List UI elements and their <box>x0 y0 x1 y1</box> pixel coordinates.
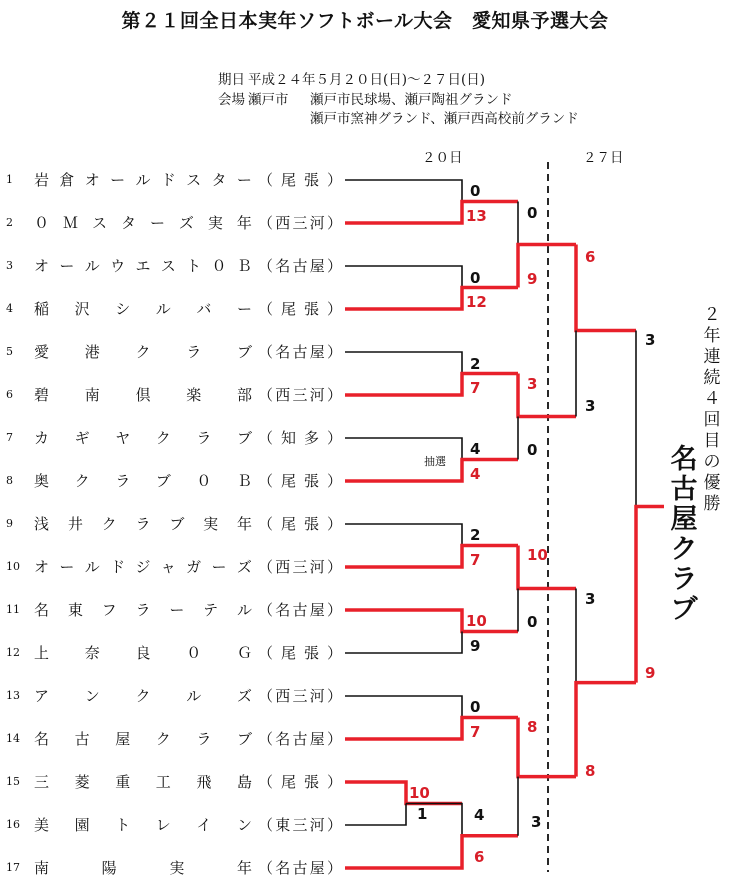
score-label: 2 <box>470 355 481 373</box>
team-number: 10 <box>6 560 20 573</box>
team-name: オ ー ル ド ジ ャ ガ ー ズ <box>34 558 252 576</box>
team-number: 11 <box>6 603 20 616</box>
score-label: 9 <box>527 270 538 288</box>
score-label: 6 <box>474 848 485 866</box>
bracket-line <box>345 180 462 202</box>
team-name: 美 園 ト レ イ ン <box>34 816 252 834</box>
score-label: 10 <box>466 612 487 630</box>
venue-line2: 瀬戸市窯神グランド、瀬戸西高校前グランド <box>310 111 579 127</box>
team-region: （ 尾 張 ） <box>258 472 342 490</box>
team-name: カ ギ ヤ ク ラ ブ <box>34 429 252 447</box>
day1-header: ２０日 <box>422 150 463 166</box>
score-label: 0 <box>527 204 538 222</box>
bracket-line-winner <box>345 288 518 310</box>
team-number: 1 <box>6 173 13 186</box>
team-region: （ 尾 張 ） <box>258 515 342 533</box>
bracket-line <box>345 524 462 546</box>
team-name: 愛 港 ク ラ ブ <box>34 343 252 361</box>
team-name: 浅 井 ク ラ ブ 実 年 <box>34 515 252 533</box>
bracket-line <box>406 804 462 836</box>
score-label: 3 <box>527 375 538 393</box>
date-label: 期日 <box>218 72 245 88</box>
team-region: （ 西 三 河 ） <box>258 558 342 576</box>
score-label: 0 <box>470 182 481 200</box>
bracket-line <box>345 352 462 374</box>
team-name: 名 古 屋 ク ラ ブ <box>34 730 252 748</box>
team-name: ０ Ｍ ス タ ー ズ 実 年 <box>34 214 252 232</box>
team-number: 14 <box>6 732 20 745</box>
venue-label: 会場 <box>218 92 245 108</box>
score-label: 10 <box>527 546 548 564</box>
team-region: （ 西 三 河 ） <box>258 214 342 232</box>
score-label: 4 <box>474 806 485 824</box>
tournament-title: 第２１回全日本実年ソフトボール大会 愛知県予選大会 <box>121 10 609 32</box>
bracket-line-winner <box>345 782 462 804</box>
team-region: （ 尾 張 ） <box>258 773 342 791</box>
venue-city: 瀬戸市 <box>248 92 289 108</box>
team-name: 南 陽 実 年 <box>34 859 252 877</box>
score-label: 8 <box>527 718 538 736</box>
team-region: （ 尾 張 ） <box>258 300 342 318</box>
team-number: 15 <box>6 775 20 788</box>
team-number: 2 <box>6 216 13 229</box>
score-label: 3 <box>585 590 596 608</box>
bracket-line-winner <box>345 546 518 568</box>
bracket-line-winner <box>345 836 518 868</box>
team-name: ア ン ク ル ズ <box>34 687 252 705</box>
score-label: 0 <box>470 698 481 716</box>
score-label: 7 <box>470 379 481 397</box>
score-label: 4 <box>470 465 481 483</box>
team-region: （ 西 三 河 ） <box>258 687 342 705</box>
team-number: 12 <box>6 646 20 659</box>
bracket-line <box>345 696 462 718</box>
score-label: 9 <box>470 637 481 655</box>
team-number: 9 <box>6 517 13 530</box>
score-label: 8 <box>585 762 596 780</box>
bracket-line-winner <box>345 718 518 740</box>
team-number: 5 <box>6 345 13 358</box>
team-region: （ 名 古 屋 ） <box>258 601 342 619</box>
score-label: 12 <box>466 293 487 311</box>
score-label: 10 <box>409 784 430 802</box>
bracket-line <box>345 266 462 288</box>
bracket-line <box>345 632 462 654</box>
team-number: 7 <box>6 431 13 444</box>
team-name: 岩 倉 オ ー ル ド ス タ ー <box>34 171 252 189</box>
team-name: オ ー ル ウ エ ス ト ０ Ｂ <box>34 257 252 275</box>
day2-header: ２７日 <box>583 150 624 166</box>
team-name: 碧 南 倶 楽 部 <box>34 386 252 404</box>
score-label: 3 <box>645 331 656 349</box>
score-label: 7 <box>470 551 481 569</box>
bracket-line-winner <box>345 610 518 632</box>
score-label: 0 <box>470 269 481 287</box>
bracket-line <box>345 804 406 826</box>
team-name: 奥 ク ラ ブ ０ Ｂ <box>34 472 252 490</box>
score-label: 6 <box>585 248 596 266</box>
team-name: 三 菱 重 工 飛 島 <box>34 773 252 791</box>
team-name: 名 東 フ ラ ー テ ル <box>34 601 252 619</box>
bracket-line-winner <box>636 507 664 683</box>
team-number: 8 <box>6 474 13 487</box>
score-label: 4 <box>470 440 481 458</box>
champion-team-name: 名古屋クラブ <box>670 444 698 625</box>
team-number: 16 <box>6 818 20 831</box>
team-number: 13 <box>6 689 20 702</box>
team-region: （ 西 三 河 ） <box>258 386 342 404</box>
date-value: 平成２４年５月２０日(日)～２７日(日) <box>248 72 486 88</box>
score-label: 2 <box>470 526 481 544</box>
venue-line1: 瀬戸市民球場、瀬戸陶祖グランド <box>310 92 513 108</box>
team-region: （ 尾 張 ） <box>258 644 342 662</box>
team-number: 4 <box>6 302 13 315</box>
score-label: 1 <box>417 805 428 823</box>
score-label: 3 <box>585 397 596 415</box>
team-region: （ 尾 張 ） <box>258 171 342 189</box>
champion-caption: ２年連続４回目の優勝 <box>703 305 721 514</box>
score-label: 3 <box>531 813 542 831</box>
bracket-line-winner <box>345 374 518 396</box>
team-number: 17 <box>6 861 20 874</box>
team-number: 3 <box>6 259 13 272</box>
team-number: 6 <box>6 388 13 401</box>
team-region: （ 知 多 ） <box>258 429 342 447</box>
team-region: （ 東 三 河 ） <box>258 816 342 834</box>
team-region: （ 名 古 屋 ） <box>258 730 342 748</box>
team-name: 上 奈 良 ０ Ｇ <box>34 644 252 662</box>
score-label: 0 <box>527 441 538 459</box>
team-region: （ 名 古 屋 ） <box>258 257 342 275</box>
score-label: 9 <box>645 664 656 682</box>
lottery-note: 抽選 <box>424 455 446 468</box>
team-region: （ 名 古 屋 ） <box>258 343 342 361</box>
score-label: 0 <box>527 613 538 631</box>
score-label: 13 <box>466 207 487 225</box>
score-label: 7 <box>470 723 481 741</box>
team-region: （ 名 古 屋 ） <box>258 859 342 877</box>
team-name: 稲 沢 シ ル バ ー <box>34 300 252 318</box>
bracket-line-winner <box>345 202 518 224</box>
